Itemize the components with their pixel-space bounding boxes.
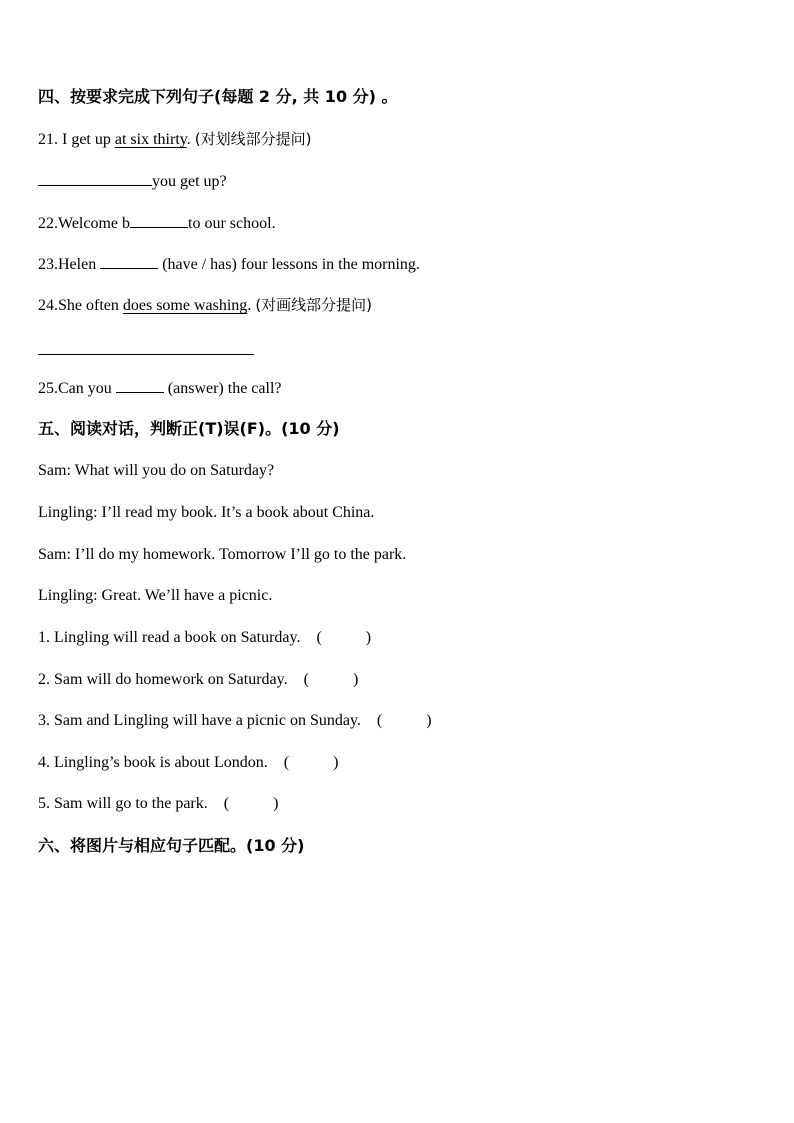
answer-parentheses[interactable] — [377, 711, 432, 731]
paren-open: ( — [376, 712, 383, 729]
paren-close: ) — [426, 712, 432, 729]
tf-question-text: 1. Lingling will read a book on Saturday. — [38, 629, 301, 646]
question-text-end: . — [186, 131, 195, 148]
instruction-note: (对划线部分提问) — [194, 130, 312, 148]
question-21-answer — [38, 171, 227, 192]
paren-open: ( — [303, 671, 309, 688]
dialogue-line: Sam: What will you do on Saturday? — [38, 462, 275, 479]
section5-title: 五、阅读对话，判断正(T)误(F)。(10 分) — [38, 419, 340, 438]
question-24 — [38, 295, 372, 316]
tf-question-text: 2. Sam will do homework on Saturday. — [38, 671, 288, 688]
answer-blank[interactable] — [38, 340, 254, 355]
answer-parentheses[interactable] — [316, 628, 371, 648]
question-23 — [38, 254, 420, 275]
paren-open: ( — [316, 629, 322, 646]
question-number: 21. — [38, 131, 62, 148]
tf-question-text: 4. Lingling’s book is about London. — [38, 754, 268, 771]
paren-open: ( — [223, 795, 230, 812]
question-text: Welcome b — [58, 215, 131, 232]
section6-title: 六、将图片与相应句子匹配。(10 分) — [38, 836, 305, 855]
answer-parentheses[interactable] — [284, 753, 339, 773]
tf-question-5 — [38, 794, 278, 814]
paren-close: ) — [352, 671, 359, 688]
answer-parentheses[interactable] — [304, 670, 359, 690]
question-21 — [38, 129, 311, 150]
question-text-end: (answer) the call? — [163, 380, 282, 397]
question-text-end: . — [247, 297, 256, 314]
question-number: 24. — [38, 297, 58, 314]
question-text: Helen — [58, 256, 101, 273]
tf-question-2 — [38, 670, 358, 690]
question-number: 23. — [38, 256, 58, 273]
paren-close: ) — [333, 754, 339, 771]
question-text: She often — [58, 297, 123, 314]
answer-parentheses[interactable] — [224, 794, 279, 814]
dialogue-line: Lingling: Great. We’ll have a picnic. — [38, 587, 273, 604]
tf-question-text: 5. Sam will go to the park. — [38, 795, 208, 812]
question-text: Can you — [58, 380, 116, 397]
dialogue-line: Lingling: I’ll read my book. It’s a book about China. — [38, 504, 375, 521]
answer-suffix: you get up? — [152, 173, 227, 190]
paren-close: ) — [365, 629, 372, 646]
question-text-end: (have / has) four lessons in the morning. — [158, 256, 420, 273]
dialogue-line: Sam: I’ll do my homework. Tomorrow I’ll go to the park. — [38, 546, 407, 563]
paren-close: ) — [273, 795, 279, 812]
answer-blank[interactable] — [38, 171, 152, 186]
section4-title: 四、按要求完成下列句子(每题 2 分, 共 10 分) 。 — [38, 87, 398, 106]
tf-question-text: 3. Sam and Lingling will have a picnic on Sunday. — [38, 712, 361, 729]
underlined-phrase: does some washing — [122, 297, 248, 314]
answer-blank[interactable] — [116, 378, 164, 393]
question-text: I get up — [62, 131, 115, 148]
answer-blank[interactable] — [100, 254, 158, 269]
question-number: 25. — [38, 380, 58, 397]
question-number: 22. — [38, 215, 58, 232]
tf-question-3 — [38, 711, 432, 731]
question-22 — [38, 213, 276, 234]
answer-blank[interactable] — [130, 213, 188, 228]
question-25 — [38, 378, 282, 399]
question-text-end: to our school. — [188, 215, 276, 232]
tf-question-1 — [38, 628, 371, 648]
question-24-answer — [38, 340, 254, 361]
tf-question-4 — [38, 753, 338, 773]
paren-open: ( — [283, 754, 290, 771]
instruction-note: (对画线部分提问) — [255, 296, 373, 314]
underlined-phrase: at six thirty — [114, 131, 187, 148]
